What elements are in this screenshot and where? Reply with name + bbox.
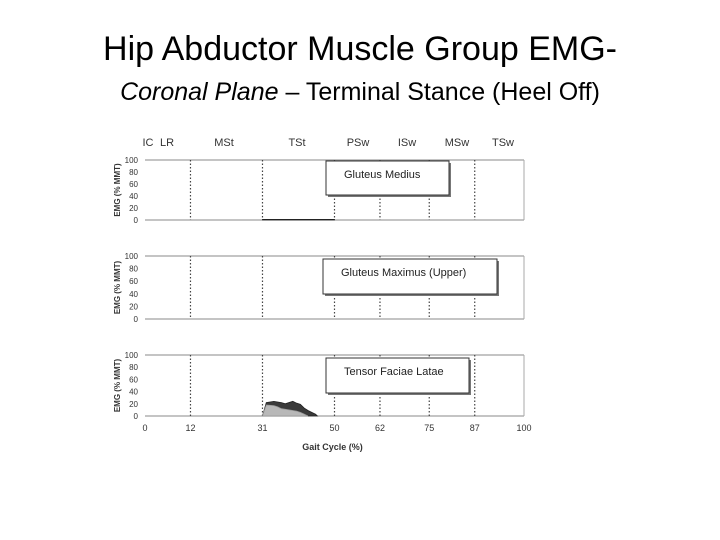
y-tick-label: 60 — [129, 277, 138, 287]
muscle-label: Tensor Faciae Latae — [344, 366, 444, 378]
phase-label-psw: PSw — [346, 137, 370, 149]
y-tick-label: 80 — [129, 168, 138, 177]
y-tick-label: 0 — [133, 315, 138, 324]
y-axis-label: EMG (% MMT) — [113, 358, 122, 413]
y-tick-label: 100 — [124, 351, 138, 360]
y-axis-label: EMG (% MMT) — [113, 163, 122, 217]
y-tick-label: 20 — [129, 302, 138, 312]
phase-label-isw: ISw — [397, 137, 417, 149]
x-tick-label: 12 — [185, 423, 196, 433]
y-axis-label: EMG (% MMT) — [113, 260, 122, 315]
phase-label-lr: LR — [159, 137, 175, 149]
y-tick-label: 20 — [129, 204, 138, 213]
x-tick-label: 50 — [329, 423, 340, 433]
muscle-label: Gluteus Maximus (Upper) — [341, 267, 467, 279]
y-tick-label: 40 — [129, 387, 138, 397]
slide-title: Hip Abductor Muscle Group EMG- — [103, 30, 617, 68]
x-tick-label: 100 — [516, 423, 532, 433]
phase-label-msw: MSw — [444, 137, 470, 149]
emg-area-dark — [262, 219, 334, 220]
panel-2 — [113, 252, 524, 324]
y-tick-label: 0 — [133, 216, 138, 225]
x-tick-label: 75 — [424, 423, 435, 433]
y-tick-label: 0 — [133, 412, 138, 421]
y-tick-label: 40 — [129, 192, 138, 201]
x-axis-label: Gait Cycle (%) — [302, 442, 363, 452]
y-tick-label: 80 — [129, 264, 138, 274]
y-tick-label: 60 — [129, 180, 138, 189]
x-tick-label: 31 — [257, 423, 268, 433]
y-tick-label: 80 — [129, 363, 138, 373]
subtitle-plane: Coronal Plane — [120, 78, 279, 106]
subtitle-phase: – Terminal Stance (Heel Off) — [278, 78, 600, 106]
phase-label-tsw: TSw — [492, 137, 514, 149]
panel-3 — [113, 351, 524, 421]
x-tick-label: 0 — [142, 423, 148, 433]
panel-1 — [113, 156, 524, 225]
phase-label-ic: IC — [142, 137, 154, 149]
y-tick-label: 100 — [124, 252, 138, 261]
y-tick-label: 40 — [129, 289, 138, 299]
y-tick-label: 60 — [129, 375, 138, 385]
phase-label-tst: TSt — [288, 137, 306, 149]
x-tick-label: 62 — [374, 423, 385, 433]
x-tick-label: 87 — [469, 423, 480, 433]
y-tick-label: 100 — [124, 156, 138, 165]
phase-label-mst: MSt — [214, 137, 234, 149]
y-tick-label: 20 — [129, 399, 138, 409]
muscle-label: Gluteus Medius — [344, 169, 421, 181]
